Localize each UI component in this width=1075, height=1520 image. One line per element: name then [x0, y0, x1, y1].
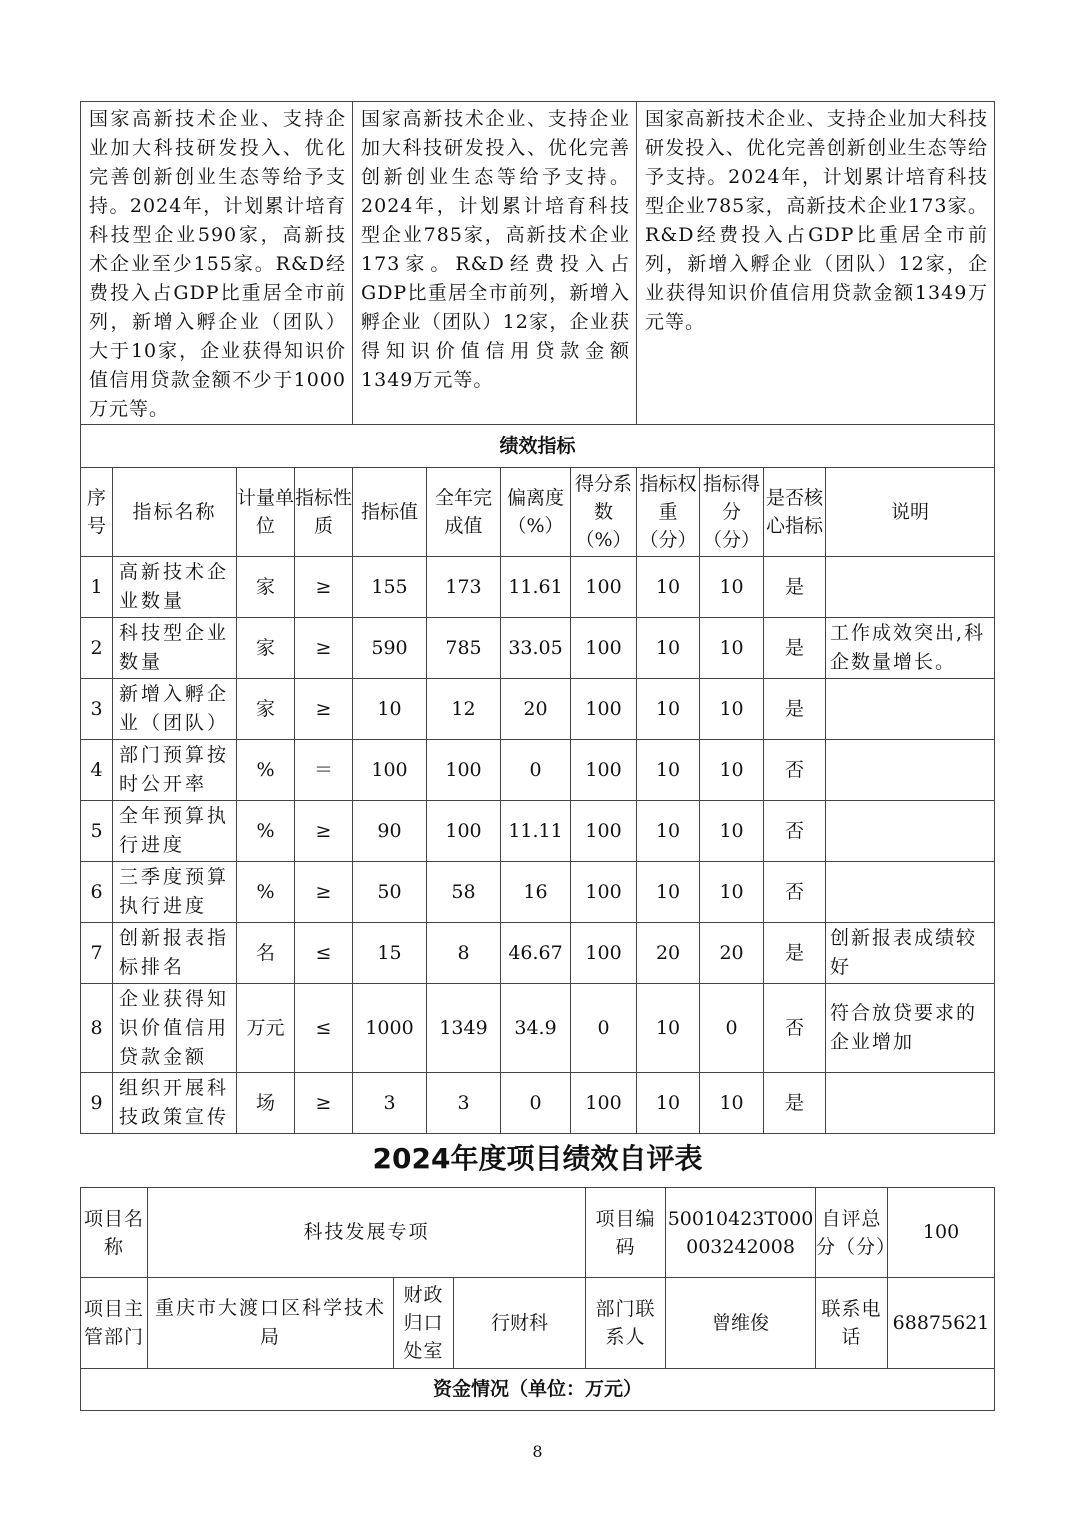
indicator-name: 全年预算执行进度 — [113, 801, 237, 862]
header-cell: 偏离度（%） — [501, 468, 571, 557]
row-number: 8 — [81, 984, 113, 1073]
indicators-header-row — [81, 468, 995, 557]
goals-row — [81, 102, 995, 425]
indicator-row — [81, 679, 995, 740]
is-core: 是 — [764, 618, 826, 679]
weight: 10 — [637, 1073, 700, 1134]
note: 创新报表成绩较好 — [826, 923, 995, 984]
target-value: 590 — [353, 618, 427, 679]
target-value: 3 — [353, 1073, 427, 1134]
project-table-title: 2024年度项目绩效自评表 — [372, 1142, 703, 1175]
target-value: 155 — [353, 557, 427, 618]
header-cell: 全年完成值 — [427, 468, 501, 557]
unit: 名 — [237, 923, 295, 984]
project-name-value: 科技发展专项 — [148, 1188, 586, 1278]
score-coefficient: 100 — [571, 557, 637, 618]
funds-section-title: 资金情况（单位：万元） — [81, 1369, 995, 1411]
score: 10 — [700, 557, 764, 618]
row-number: 9 — [81, 1073, 113, 1134]
score-coefficient: 100 — [571, 740, 637, 801]
project-dept-row — [81, 1278, 995, 1369]
indicator-name: 创新报表指标排名 — [113, 923, 237, 984]
score: 20 — [700, 923, 764, 984]
weight: 10 — [637, 557, 700, 618]
indicator-name: 科技型企业数量 — [113, 618, 237, 679]
project-name-label: 项目名称 — [81, 1188, 148, 1278]
goal-plan-cell: 国家高新技术企业、支持企业加大科技研发投入、优化完善创新创业生态等给予支持。2024年，计划累计培育科技型企业590家，高新技术企业至少155家。R&D经费投入占GDP比重居全市前列，新增入孵企业（团队）大于10家，企业获得知识价值信用贷款金额不少于1000万元等。 — [81, 102, 353, 425]
score: 10 — [700, 740, 764, 801]
project-code-value: 50010423T000003242008 — [666, 1188, 816, 1278]
header-cell: 指标名称 — [113, 468, 237, 557]
weight: 10 — [637, 618, 700, 679]
target-value: 90 — [353, 801, 427, 862]
unit: 家 — [237, 557, 295, 618]
target-value: 15 — [353, 923, 427, 984]
score-coefficient: 100 — [571, 801, 637, 862]
finance-office-value: 行财科 — [454, 1278, 586, 1369]
indicator-row — [81, 1073, 995, 1134]
note: 工作成效突出,科企数量增长。 — [826, 618, 995, 679]
project-code-label: 项目编码 — [586, 1188, 666, 1278]
actual-value: 58 — [427, 862, 501, 923]
indicators-body — [81, 557, 995, 1134]
is-core: 是 — [764, 1073, 826, 1134]
target-value: 10 — [353, 679, 427, 740]
actual-value: 3 — [427, 1073, 501, 1134]
is-core: 是 — [764, 923, 826, 984]
note — [826, 1073, 995, 1134]
indicator-name: 组织开展科技政策宣传 — [113, 1073, 237, 1134]
finance-office-label: 财政归口处室 — [394, 1278, 454, 1369]
indicator-nature: ≥ — [295, 557, 353, 618]
score: 10 — [700, 1073, 764, 1134]
deviation: 20 — [501, 679, 571, 740]
deviation: 0 — [501, 740, 571, 801]
indicator-row — [81, 923, 995, 984]
project-table — [80, 1187, 995, 1411]
score-coefficient: 100 — [571, 923, 637, 984]
indicator-row — [81, 557, 995, 618]
dept-value: 重庆市大渡口区科学技术局 — [148, 1278, 394, 1369]
weight: 10 — [637, 801, 700, 862]
header-cell: 说明 — [826, 468, 995, 557]
header-cell: 得分系数（%） — [571, 468, 637, 557]
header-cell: 序号 — [81, 468, 113, 557]
indicator-nature: ≥ — [295, 618, 353, 679]
is-core: 否 — [764, 801, 826, 862]
indicator-nature: ≤ — [295, 984, 353, 1073]
target-value: 100 — [353, 740, 427, 801]
unit: 场 — [237, 1073, 295, 1134]
score: 10 — [700, 862, 764, 923]
note: 符合放贷要求的企业增加 — [826, 984, 995, 1073]
deviation: 11.61 — [501, 557, 571, 618]
indicator-nature: ≥ — [295, 801, 353, 862]
weight: 20 — [637, 923, 700, 984]
score-coefficient: 0 — [571, 984, 637, 1073]
weight: 10 — [637, 740, 700, 801]
phone-label: 联系电话 — [816, 1278, 888, 1369]
unit: % — [237, 801, 295, 862]
score-coefficient: 100 — [571, 618, 637, 679]
indicator-name: 新增入孵企业（团队） — [113, 679, 237, 740]
score-coefficient: 100 — [571, 1073, 637, 1134]
indicator-name: 部门预算按时公开率 — [113, 740, 237, 801]
score: 0 — [700, 984, 764, 1073]
indicator-nature: ≤ — [295, 923, 353, 984]
contact-value: 曾维俊 — [666, 1278, 816, 1369]
row-number: 1 — [81, 557, 113, 618]
is-core: 否 — [764, 862, 826, 923]
note — [826, 557, 995, 618]
deviation: 46.67 — [501, 923, 571, 984]
target-value: 50 — [353, 862, 427, 923]
header-cell: 指标权重（分） — [637, 468, 700, 557]
actual-value: 8 — [427, 923, 501, 984]
deviation: 0 — [501, 1073, 571, 1134]
indicator-row — [81, 801, 995, 862]
deviation: 16 — [501, 862, 571, 923]
score: 10 — [700, 679, 764, 740]
target-value: 1000 — [353, 984, 427, 1073]
note — [826, 740, 995, 801]
indicator-nature: ≥ — [295, 862, 353, 923]
score-coefficient: 100 — [571, 679, 637, 740]
indicator-name: 高新技术企业数量 — [113, 557, 237, 618]
is-core: 是 — [764, 557, 826, 618]
indicators-section-title: 绩效指标 — [81, 425, 995, 468]
deviation: 11.11 — [501, 801, 571, 862]
header-cell: 指标性质 — [295, 468, 353, 557]
note — [826, 862, 995, 923]
unit: 家 — [237, 679, 295, 740]
actual-value: 785 — [427, 618, 501, 679]
project-name-row — [81, 1188, 995, 1278]
performance-table — [80, 101, 995, 1134]
header-cell: 计量单位 — [237, 468, 295, 557]
score: 10 — [700, 801, 764, 862]
goal-actual-cell: 国家高新技术企业、支持企业加大科技研发投入、优化完善创新创业生态等给予支持。2024年，计划累计培育科技型企业785家，高新技术企业173家。R&D经费投入占GDP比重居全市前列，新增入孵企业（团队）12家，企业获得知识价值信用贷款金额1349万元等。 — [353, 102, 637, 425]
header-cell: 是否核心指标 — [764, 468, 826, 557]
actual-value: 1349 — [427, 984, 501, 1073]
weight: 10 — [637, 862, 700, 923]
unit: % — [237, 862, 295, 923]
self-score-label: 自评总分（分） — [816, 1188, 888, 1278]
weight: 10 — [637, 679, 700, 740]
row-number: 6 — [81, 862, 113, 923]
goal-evaluation-cell: 国家高新技术企业、支持企业加大科技研发投入、优化完善创新创业生态等给予支持。2024年，计划累计培育科技型企业785家，高新技术企业173家。R&D经费投入占GDP比重居全市前列，新增入孵企业（团队）12家，企业获得知识价值信用贷款金额1349万元等。 — [637, 102, 995, 425]
header-cell: 指标得分（分） — [700, 468, 764, 557]
actual-value: 173 — [427, 557, 501, 618]
score-coefficient: 100 — [571, 862, 637, 923]
contact-label: 部门联系人 — [586, 1278, 666, 1369]
indicator-row — [81, 862, 995, 923]
row-number: 7 — [81, 923, 113, 984]
actual-value: 12 — [427, 679, 501, 740]
indicator-name: 三季度预算执行进度 — [113, 862, 237, 923]
indicator-nature: ≥ — [295, 1073, 353, 1134]
indicator-nature: ＝ — [295, 740, 353, 801]
indicator-name: 企业获得知识价值信用贷款金额 — [113, 984, 237, 1073]
actual-value: 100 — [427, 801, 501, 862]
row-number: 5 — [81, 801, 113, 862]
self-score-value: 100 — [888, 1188, 995, 1278]
unit: 家 — [237, 618, 295, 679]
unit: 万元 — [237, 984, 295, 1073]
is-core: 否 — [764, 984, 826, 1073]
is-core: 否 — [764, 740, 826, 801]
deviation: 34.9 — [501, 984, 571, 1073]
row-number: 2 — [81, 618, 113, 679]
row-number: 4 — [81, 740, 113, 801]
phone-value: 68875621 — [888, 1278, 995, 1369]
weight: 10 — [637, 984, 700, 1073]
indicator-row — [81, 618, 995, 679]
indicator-row — [81, 740, 995, 801]
actual-value: 100 — [427, 740, 501, 801]
page-number: 8 — [532, 1442, 543, 1461]
deviation: 33.05 — [501, 618, 571, 679]
note — [826, 801, 995, 862]
indicator-row — [81, 984, 995, 1073]
indicator-nature: ≥ — [295, 679, 353, 740]
header-cell: 指标值 — [353, 468, 427, 557]
score: 10 — [700, 618, 764, 679]
unit: % — [237, 740, 295, 801]
is-core: 是 — [764, 679, 826, 740]
row-number: 3 — [81, 679, 113, 740]
dept-label: 项目主管部门 — [81, 1278, 148, 1369]
note — [826, 679, 995, 740]
